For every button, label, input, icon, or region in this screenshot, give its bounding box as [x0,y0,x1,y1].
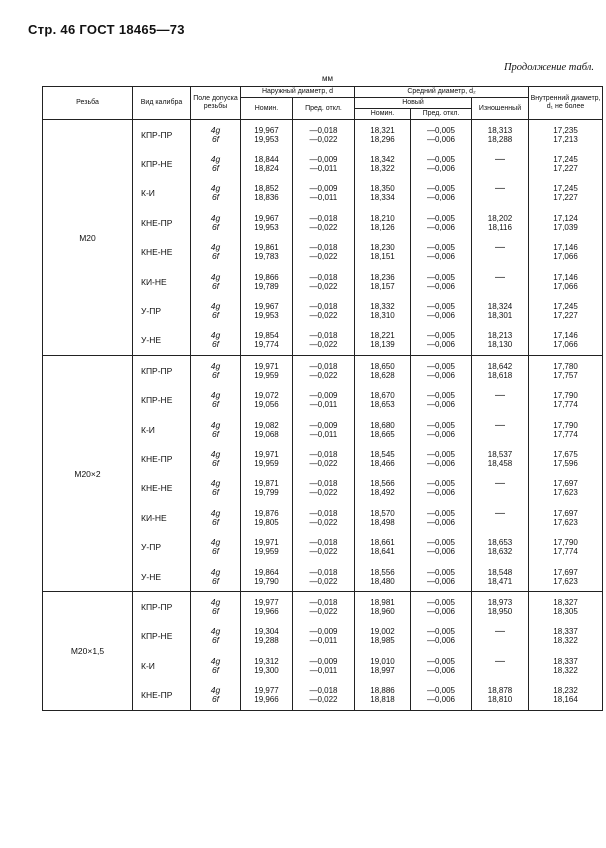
gauge-type-cell: К-И [133,179,191,208]
table-row [43,120,603,150]
d2-deviation-cell: —0,005 —0,006 [411,415,472,444]
d2-deviation-cell: —0,005 —0,006 [411,149,472,178]
worn-cell: 18,202 18,116 [472,208,529,237]
d1-cell: 18,327 18,305 [529,592,603,622]
d-deviation-cell: —0,009 —0,011 [293,179,355,208]
d1-cell: 17,790 17,774 [529,415,603,444]
gauge-type-cell: КПР-НЕ [133,622,191,651]
d2-deviation-cell: —0,005 —0,006 [411,532,472,561]
d-nominal-cell: 18,844 18,824 [241,149,293,178]
worn-cell: 18,653 18,632 [472,532,529,561]
tolerance-cell: 4g 6f [191,474,241,503]
gauge-type-cell: КПР-НЕ [133,386,191,415]
header-d-nominal: Номин. [241,98,293,120]
d2-deviation-cell: —0,005 —0,006 [411,356,472,386]
table-row [43,356,603,386]
d1-cell: 17,697 17,623 [529,562,603,592]
d2-deviation-cell: —0,005 —0,006 [411,267,472,296]
gauge-type-cell: КПР-НЕ [133,149,191,178]
d2-deviation-cell: —0,005 —0,006 [411,562,472,592]
d2-nominal-cell: 18,981 18,960 [355,592,411,622]
d2-deviation-cell: —0,005 —0,006 [411,592,472,622]
gauge-type-cell: У-НЕ [133,562,191,592]
d2-nominal-cell: 18,321 18,296 [355,120,411,150]
d2-nominal-cell: 18,236 18,157 [355,267,411,296]
d-nominal-cell: 19,082 19,068 [241,415,293,444]
d2-deviation-cell: —0,005 —0,006 [411,474,472,503]
header-d2-deviation: Пред. откл. [411,109,472,120]
gauge-type-cell: КИ-НЕ [133,503,191,532]
d2-deviation-cell: —0,005 —0,006 [411,238,472,267]
d-nominal-cell: 19,864 19,790 [241,562,293,592]
d-nominal-cell: 19,971 19,959 [241,532,293,561]
header-gauge-type: Вид калибра [133,87,191,120]
tolerance-cell: 4g 6f [191,651,241,680]
thread-cell: M20×1,5 [43,592,133,711]
table-body [43,120,603,711]
page-header: Стр. 46 ГОСТ 18465—73 [28,22,185,37]
d2-deviation-cell: —0,005 —0,006 [411,179,472,208]
worn-cell: 18,537 18,458 [472,444,529,473]
d1-cell: 17,235 17,213 [529,120,603,150]
d-nominal-cell: 19,861 19,783 [241,238,293,267]
worn-cell: 18,878 18,810 [472,680,529,710]
worn-cell: 18,642 18,618 [472,356,529,386]
d-deviation-cell: —0,018 —0,022 [293,208,355,237]
d-deviation-cell: —0,018 —0,022 [293,120,355,150]
d-deviation-cell: —0,018 —0,022 [293,326,355,356]
d1-cell: 18,232 18,164 [529,680,603,710]
worn-cell: — [472,474,529,503]
d1-cell: 17,245 17,227 [529,149,603,178]
d-deviation-cell: —0,018 —0,022 [293,592,355,622]
d-deviation-cell: —0,018 —0,022 [293,562,355,592]
header-d-deviation: Пред. откл. [293,98,355,120]
d2-nominal-cell: 18,545 18,466 [355,444,411,473]
d-nominal-cell: 19,971 19,959 [241,444,293,473]
d-deviation-cell: —0,009 —0,011 [293,149,355,178]
d2-nominal-cell: 19,002 18,985 [355,622,411,651]
d2-nominal-cell: 18,342 18,322 [355,149,411,178]
worn-cell: 18,324 18,301 [472,296,529,325]
d2-nominal-cell: 18,556 18,480 [355,562,411,592]
d1-cell: 17,245 17,227 [529,179,603,208]
gauge-type-cell: КПР-ПР [133,120,191,150]
d2-nominal-cell: 18,661 18,641 [355,532,411,561]
d-deviation-cell: —0,018 —0,022 [293,680,355,710]
d1-cell: 17,697 17,623 [529,503,603,532]
d-nominal-cell: 19,967 19,953 [241,296,293,325]
units-label: мм [322,74,333,83]
gauge-type-cell: У-ПР [133,296,191,325]
d2-deviation-cell: —0,005 —0,006 [411,622,472,651]
d-deviation-cell: —0,009 —0,011 [293,622,355,651]
worn-cell: — [472,386,529,415]
d-nominal-cell: 19,977 19,966 [241,592,293,622]
d-deviation-cell: —0,018 —0,022 [293,356,355,386]
d-nominal-cell: 19,876 19,805 [241,503,293,532]
d2-nominal-cell: 18,680 18,665 [355,415,411,444]
d2-deviation-cell: —0,005 —0,006 [411,444,472,473]
gauge-type-cell: К-И [133,651,191,680]
d2-deviation-cell: —0,005 —0,006 [411,503,472,532]
d-deviation-cell: —0,018 —0,022 [293,444,355,473]
tolerance-cell: 4g 6f [191,680,241,710]
header-inner-diameter: Внутренний диаметр, d₁ не более [529,87,603,120]
header-tolerance-field: Поле допуска резьбы [191,87,241,120]
tolerance-cell: 4g 6f [191,562,241,592]
d2-nominal-cell: 18,332 18,310 [355,296,411,325]
d1-cell: 17,124 17,039 [529,208,603,237]
d1-cell: 17,146 17,066 [529,267,603,296]
d-nominal-cell: 19,312 19,300 [241,651,293,680]
d2-deviation-cell: —0,005 —0,006 [411,208,472,237]
tolerance-cell: 4g 6f [191,356,241,386]
tolerance-cell: 4g 6f [191,532,241,561]
gauge-type-cell: КНЕ-ПР [133,680,191,710]
tolerance-cell: 4g 6f [191,415,241,444]
d2-nominal-cell: 18,221 18,139 [355,326,411,356]
d2-deviation-cell: —0,005 —0,006 [411,326,472,356]
gauge-type-cell: КНЕ-НЕ [133,238,191,267]
tolerance-cell: 4g 6f [191,592,241,622]
gauge-type-cell: КПР-ПР [133,592,191,622]
tolerance-cell: 4g 6f [191,326,241,356]
d2-nominal-cell: 18,886 18,818 [355,680,411,710]
worn-cell: — [472,622,529,651]
d-nominal-cell: 18,852 18,836 [241,179,293,208]
gauge-type-cell: К-И [133,415,191,444]
d-deviation-cell: —0,009 —0,011 [293,651,355,680]
continuation-note: Продолжение табл. [503,62,594,73]
gauge-type-cell: У-ПР [133,532,191,561]
d2-deviation-cell: —0,005 —0,006 [411,386,472,415]
d-deviation-cell: —0,018 —0,022 [293,503,355,532]
gauge-table [42,86,603,711]
d2-nominal-cell: 18,230 18,151 [355,238,411,267]
d-nominal-cell: 19,304 19,288 [241,622,293,651]
worn-cell: — [472,651,529,680]
d2-nominal-cell: 18,566 18,492 [355,474,411,503]
d-deviation-cell: —0,009 —0,011 [293,386,355,415]
d-deviation-cell: —0,018 —0,022 [293,238,355,267]
d2-nominal-cell: 18,570 18,498 [355,503,411,532]
d2-nominal-cell: 18,350 18,334 [355,179,411,208]
d1-cell: 17,780 17,757 [529,356,603,386]
d-deviation-cell: —0,018 —0,022 [293,532,355,561]
d-nominal-cell: 19,977 19,966 [241,680,293,710]
worn-cell: 18,973 18,950 [472,592,529,622]
d2-deviation-cell: —0,005 —0,006 [411,120,472,150]
tolerance-cell: 4g 6f [191,386,241,415]
d2-deviation-cell: —0,005 —0,006 [411,651,472,680]
d1-cell: 17,146 17,066 [529,326,603,356]
gauge-type-cell: КПР-ПР [133,356,191,386]
tolerance-cell: 4g 6f [191,208,241,237]
gauge-type-cell: У-НЕ [133,326,191,356]
gauge-type-cell: КНЕ-ПР [133,444,191,473]
tolerance-cell: 4g 6f [191,149,241,178]
gauge-type-cell: КНЕ-ПР [133,208,191,237]
d1-cell: 17,790 17,774 [529,386,603,415]
gauge-type-cell: КНЕ-НЕ [133,474,191,503]
d-deviation-cell: —0,018 —0,022 [293,267,355,296]
header-new: Новый [355,98,472,109]
d1-cell: 17,790 17,774 [529,532,603,561]
d-nominal-cell: 19,967 19,953 [241,120,293,150]
d-nominal-cell: 19,871 19,799 [241,474,293,503]
worn-cell: — [472,415,529,444]
d1-cell: 18,337 18,322 [529,622,603,651]
thread-cell: M20×2 [43,356,133,592]
worn-cell: 18,313 18,288 [472,120,529,150]
tolerance-cell: 4g 6f [191,120,241,150]
worn-cell: — [472,149,529,178]
d1-cell: 17,146 17,066 [529,238,603,267]
d2-nominal-cell: 18,650 18,628 [355,356,411,386]
worn-cell: 18,548 18,471 [472,562,529,592]
tolerance-cell: 4g 6f [191,503,241,532]
header-worn: Изношенный [472,98,529,120]
header-thread: Резьба [43,87,133,120]
d-deviation-cell: —0,009 —0,011 [293,415,355,444]
thread-cell: M20 [43,120,133,356]
d-nominal-cell: 19,967 19,953 [241,208,293,237]
d2-nominal-cell: 19,010 18,997 [355,651,411,680]
d2-deviation-cell: —0,005 —0,006 [411,680,472,710]
worn-cell: — [472,267,529,296]
d2-nominal-cell: 18,210 18,126 [355,208,411,237]
d-deviation-cell: —0,018 —0,022 [293,296,355,325]
tolerance-cell: 4g 6f [191,238,241,267]
d-nominal-cell: 19,971 19,959 [241,356,293,386]
d-nominal-cell: 19,866 19,789 [241,267,293,296]
d1-cell: 17,697 17,623 [529,474,603,503]
worn-cell: 18,213 18,130 [472,326,529,356]
header-middle-diameter: Средний диаметр, d₂ [355,87,529,98]
tolerance-cell: 4g 6f [191,179,241,208]
d-nominal-cell: 19,854 19,774 [241,326,293,356]
tolerance-cell: 4g 6f [191,296,241,325]
tolerance-cell: 4g 6f [191,622,241,651]
worn-cell: — [472,238,529,267]
worn-cell: — [472,179,529,208]
d1-cell: 17,245 17,227 [529,296,603,325]
table-row [43,592,603,622]
d2-deviation-cell: —0,005 —0,006 [411,296,472,325]
d1-cell: 17,675 17,596 [529,444,603,473]
worn-cell: — [472,503,529,532]
gauge-type-cell: КИ-НЕ [133,267,191,296]
d2-nominal-cell: 18,670 18,653 [355,386,411,415]
tolerance-cell: 4g 6f [191,267,241,296]
header-d2-nominal: Номин. [355,109,411,120]
header-outer-diameter: Наружный диаметр, d [241,87,355,98]
tolerance-cell: 4g 6f [191,444,241,473]
d1-cell: 18,337 18,322 [529,651,603,680]
d-nominal-cell: 19,072 19,056 [241,386,293,415]
d-deviation-cell: —0,018 —0,022 [293,474,355,503]
